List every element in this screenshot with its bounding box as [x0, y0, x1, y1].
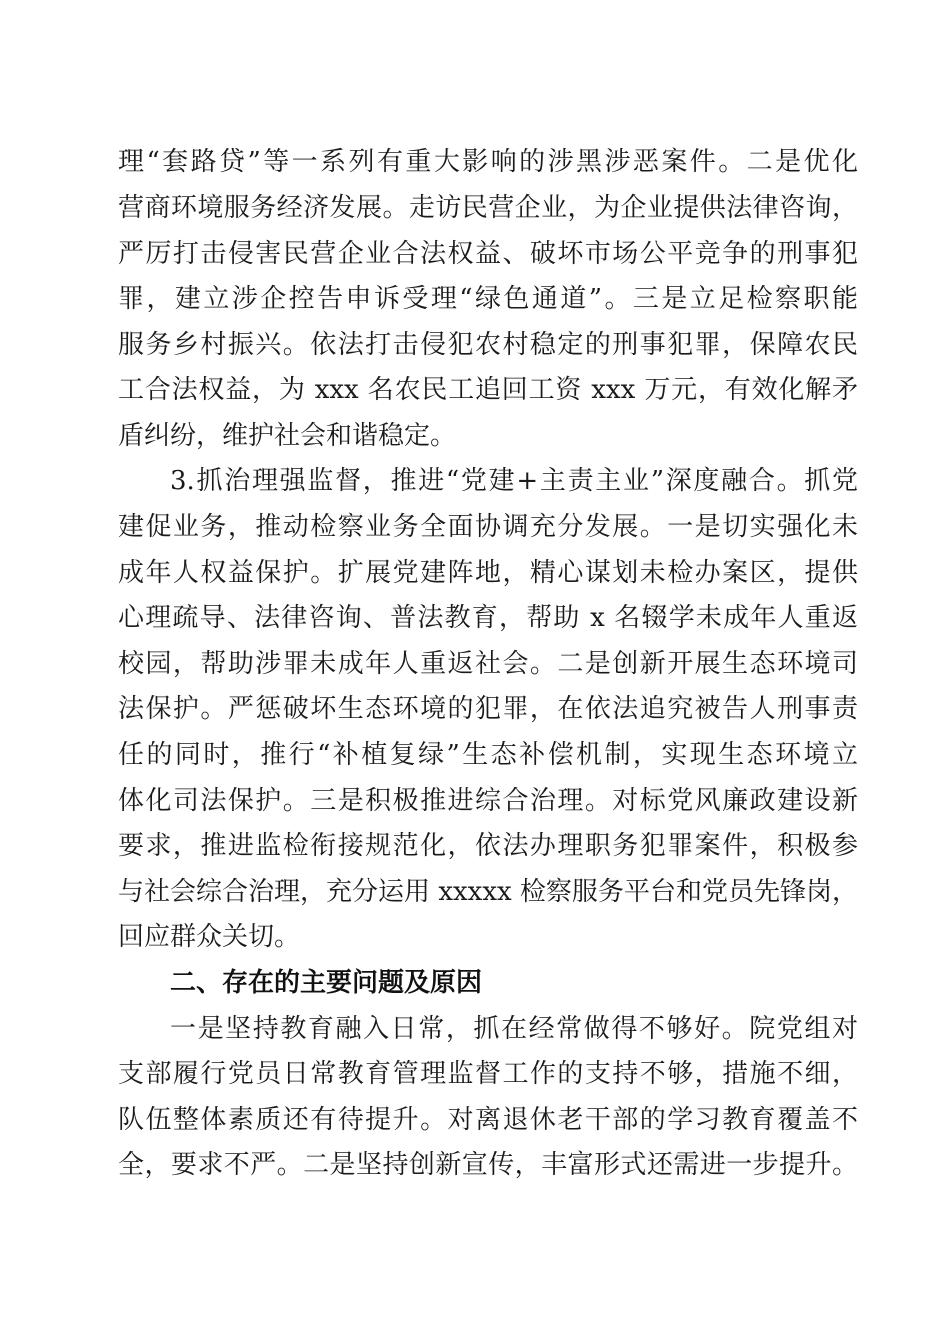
paragraph-1-line-3: 严厉打击侵害民营企业合法权益、破坏市场公平竞争的刑事犯 [118, 239, 858, 269]
paragraph-2-line-11: 回应群众关切。 [118, 922, 301, 952]
paragraph-1-line-7: 盾纠纷，维护社会和谐稳定。 [118, 421, 457, 451]
section-heading: 二、存在的主要问题及原因 [170, 968, 483, 998]
paragraph-1-line-2: 营商环境服务经济发展。走访民营企业，为企业提供法律咨询， [118, 193, 858, 223]
paragraph-2-line-5: 校园，帮助涉罪未成年人重返社会。二是创新开展生态环境司 [118, 649, 858, 679]
paragraph-3-line-2: 支部履行党员日常教育管理监督工作的支持不够，措施不细， [118, 1059, 858, 1089]
paragraph-2-line-6: 法保护。严惩破坏生态环境的犯罪，在依法追究被告人刑事责 [118, 694, 858, 724]
paragraph-2-line-3: 成年人权益保护。扩展党建阵地，精心谋划未检办案区，提供 [118, 558, 858, 588]
paragraph-1-line-5: 服务乡村振兴。依法打击侵犯农村稳定的刑事犯罪，保障农民 [118, 330, 858, 360]
paragraph-2-line-9: 要求，推进监检衔接规范化，依法办理职务犯罪案件，积极参 [118, 831, 858, 861]
paragraph-3-line-1: 一是坚持教育融入日常，抓在经常做得不够好。院党组对 [170, 1014, 858, 1044]
paragraph-1-line-4: 罪，建立涉企控告申诉受理“绿色通道”。三是立足检察职能 [118, 284, 858, 314]
paragraph-1-line-1: 理“套路贷”等一系列有重大影响的涉黑涉恶案件。二是优化 [118, 147, 858, 177]
paragraph-2-line-1: 3.抓治理强监督，推进“党建+主责主业”深度融合。抓党 [170, 466, 858, 496]
paragraph-1-line-6: 工合法权益，为 xxx 名农民工追回工资 xxx 万元，有效化解矛 [118, 375, 858, 405]
paragraph-3-line-4: 全，要求不严。二是坚持创新宣传，丰富形式还需进一步提升。 [118, 1150, 858, 1180]
paragraph-2-line-4: 心理疏导、法律咨询、普法教育，帮助 x 名辍学未成年人重返 [118, 603, 858, 633]
paragraph-2-line-2: 建促业务，推动检察业务全面协调充分发展。一是切实强化未 [118, 512, 858, 542]
paragraph-2-line-8: 体化司法保护。三是积极推进综合治理。对标党风廉政建设新 [118, 786, 858, 816]
paragraph-2-line-10: 与社会综合治理，充分运用 xxxxx 检察服务平台和党员先锋岗， [118, 877, 858, 907]
paragraph-3-line-3: 队伍整体素质还有待提升。对离退休老干部的学习教育覆盖不 [118, 1105, 858, 1135]
paragraph-2-line-7: 任的同时，推行“补植复绿”生态补偿机制，实现生态环境立 [118, 740, 858, 770]
